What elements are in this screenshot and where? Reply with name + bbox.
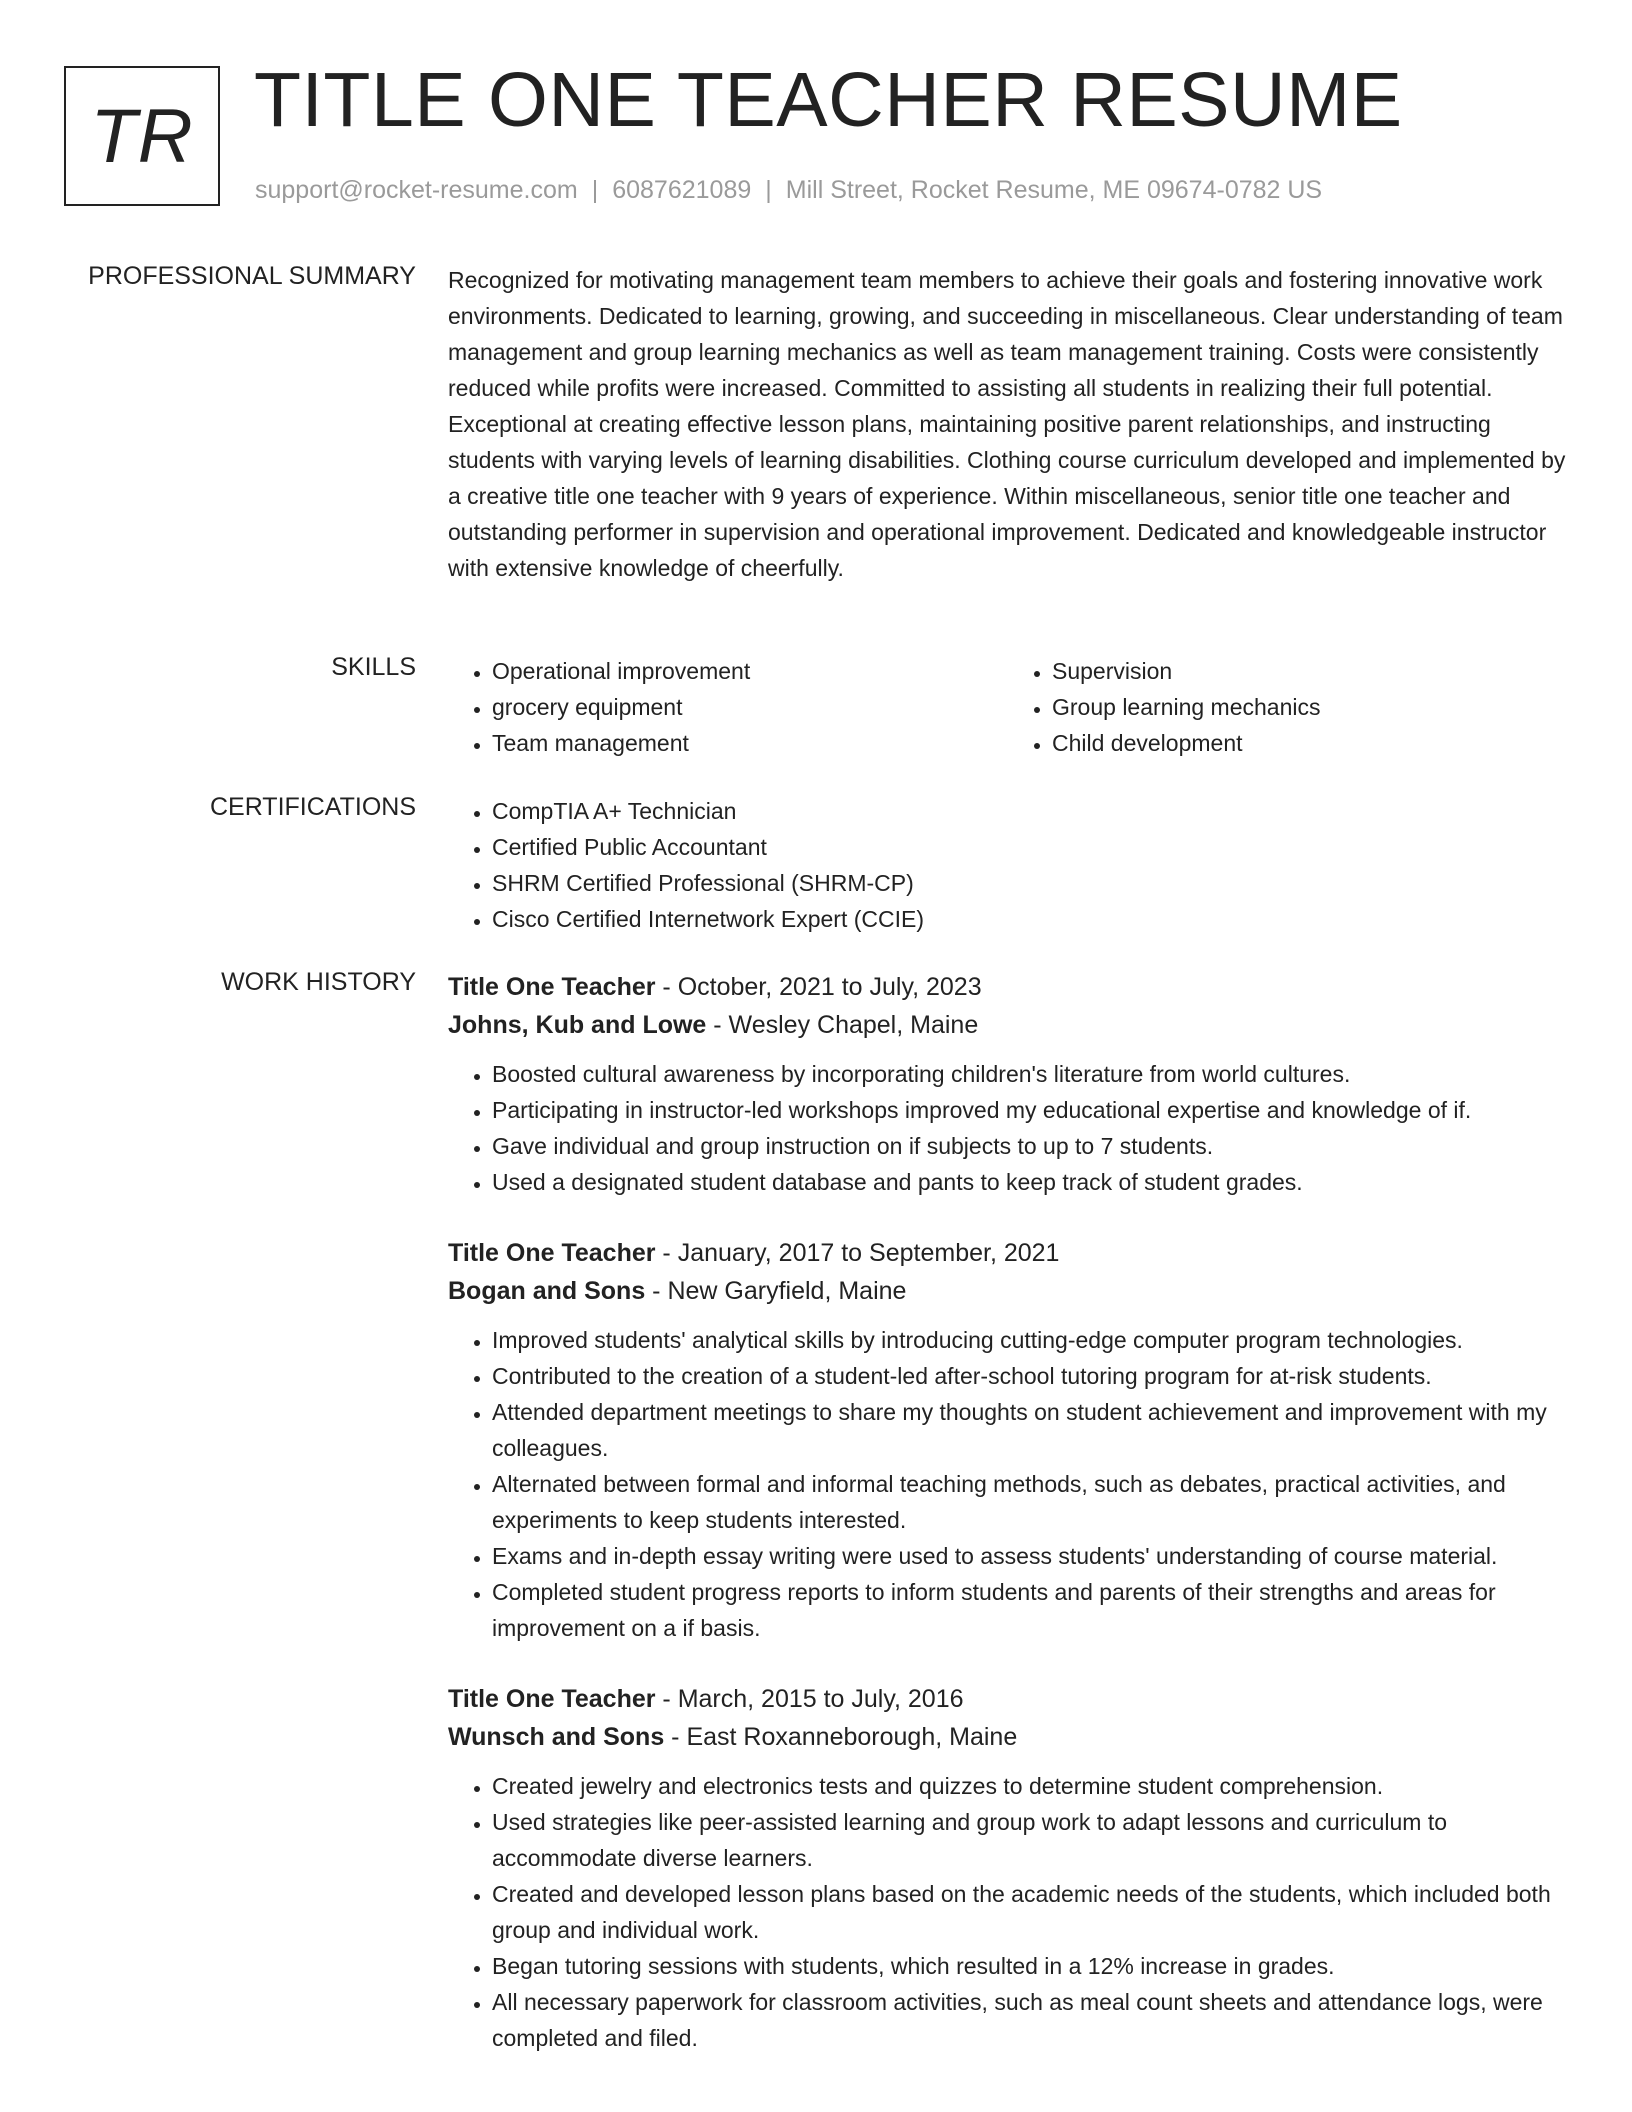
- certification-item: • Certified Public Accountant: [492, 829, 1568, 865]
- job-title: Title One Teacher: [448, 1239, 656, 1267]
- job-entry: [448, 1234, 1568, 1646]
- certifications-label: CERTIFICATIONS: [209, 793, 416, 821]
- job-title: Title One Teacher: [448, 1685, 656, 1713]
- job-bullet: • Began tutoring sessions with students, which resulted in a 12% increase in grades.: [492, 1948, 1568, 1984]
- skill-item: • Child development: [1052, 725, 1568, 761]
- contact-separator: |: [591, 176, 599, 204]
- skill-item: • grocery equipment: [492, 689, 1008, 725]
- job-bullets: [448, 1768, 1568, 2056]
- work-history-label: WORK HISTORY: [221, 968, 416, 996]
- job-bullet: • Created jewelry and electronics tests and quizzes to determine student comprehension.: [492, 1768, 1568, 1804]
- job-bullet: • Participating in instructor-led workshops improved my educational expertise and knowledge of if.: [492, 1092, 1568, 1128]
- job-dates: - March, 2015 to July, 2016: [655, 1685, 964, 1713]
- job-company: Wunsch and Sons: [448, 1723, 665, 1751]
- job-location: - Wesley Chapel, Maine: [706, 1011, 979, 1039]
- job-location: - New Garyfield, Maine: [645, 1277, 907, 1305]
- job-bullet: • Completed student progress reports to inform students and parents of their strengths and areas for improvement on a if basis.: [492, 1574, 1568, 1646]
- certifications-list: [448, 793, 1568, 937]
- job-bullets: [448, 1322, 1568, 1646]
- job-entry: [448, 968, 1568, 1200]
- skill-item: • Supervision: [1052, 653, 1568, 689]
- monogram-logo: TR: [64, 66, 220, 206]
- job-bullet: • Used strategies like peer-assisted learning and group work to adapt lessons and curriculum to accommodate diverse learners.: [492, 1804, 1568, 1876]
- job-bullet: • All necessary paperwork for classroom activities, such as meal count sheets and attendance logs, were completed and filed.: [492, 1984, 1568, 2056]
- job-bullet: • Exams and in-depth essay writing were used to assess students' understanding of course material.: [492, 1538, 1568, 1574]
- job-bullet: • Gave individual and group instruction on if subjects to up to 7 students.: [492, 1128, 1568, 1164]
- job-company-line: [448, 1272, 1568, 1310]
- resume-title: TITLE ONE TEACHER RESUME: [254, 57, 1403, 143]
- job-bullet: • Contributed to the creation of a student-led after-school tutoring program for at-risk students.: [492, 1358, 1568, 1394]
- job-company: Bogan and Sons: [448, 1277, 646, 1305]
- skill-item: • Group learning mechanics: [1052, 689, 1568, 725]
- job-bullet: • Improved students' analytical skills by introducing cutting-edge computer program technologies.: [492, 1322, 1568, 1358]
- job-title: Title One Teacher: [448, 973, 656, 1001]
- job-title-line: [448, 1234, 1568, 1272]
- job-bullet: • Boosted cultural awareness by incorporating children's literature from world cultures.: [492, 1056, 1568, 1092]
- summary-text: Recognized for motivating management team members to achieve their goals and fostering innovative work environments. Dedicated to learning, growing, and succeeding in miscellaneous. Clear understanding of team management and group learning mechanics as well as team management training. Costs were consistently reduced while profits were increased. Committed to assisting all students in realizing their full potential. Exceptional at creating effective lesson plans, maintaining positive parent relationships, and instructing students with varying levels of learning disabilities. Clothing course curriculum developed and implemented by a creative title one teacher with 9 years of experience. Within miscellaneous, senior title one teacher and outstanding performer in supervision and operational improvement. Dedicated and knowledgeable instructor with extensive knowledge of cheerfully.: [448, 267, 1566, 581]
- job-bullets: [448, 1056, 1568, 1200]
- job-bullet: • Used a designated student database and pants to keep track of student grades.: [492, 1164, 1568, 1200]
- job-title-line: [448, 968, 1568, 1006]
- contact-address: Mill Street, Rocket Resume, ME 09674-0782 US: [785, 176, 1323, 204]
- certification-item: • SHRM Certified Professional (SHRM-CP): [492, 865, 1568, 901]
- job-location: - East Roxanneborough, Maine: [664, 1723, 1018, 1751]
- contact-phone[interactable]: 6087621089: [612, 176, 752, 204]
- contact-separator: |: [765, 176, 772, 204]
- job-dates: - January, 2017 to September, 2021: [655, 1239, 1060, 1267]
- certification-item: • Cisco Certified Internetwork Expert (CCIE): [492, 901, 1568, 937]
- contact-line: [255, 176, 1322, 205]
- certification-item: • CompTIA A+ Technician: [492, 793, 1568, 829]
- job-bullet: • Created and developed lesson plans based on the academic needs of the students, which included both group and individual work.: [492, 1876, 1568, 1948]
- skills-list-left: [448, 653, 1008, 761]
- skills-label: SKILLS: [331, 653, 416, 681]
- job-bullet: • Attended department meetings to share my thoughts on student achievement and improvement with my colleagues.: [492, 1394, 1568, 1466]
- job-company: Johns, Kub and Lowe: [448, 1011, 707, 1039]
- skills-list-right: [1008, 653, 1568, 761]
- job-dates: - October, 2021 to July, 2023: [655, 973, 982, 1001]
- job-company-line: [448, 1718, 1568, 1756]
- skill-item: • Team management: [492, 725, 1008, 761]
- job-company-line: [448, 1006, 1568, 1044]
- job-list: [448, 968, 1568, 2090]
- job-title-line: [448, 1680, 1568, 1718]
- job-entry: [448, 1680, 1568, 2056]
- job-bullet: • Alternated between formal and informal teaching methods, such as debates, practical activities, and experiments to keep students interested.: [492, 1466, 1568, 1538]
- skill-item: • Operational improvement: [492, 653, 1008, 689]
- contact-email[interactable]: support@rocket-resume.com: [255, 176, 578, 204]
- summary-label: PROFESSIONAL SUMMARY: [88, 262, 416, 290]
